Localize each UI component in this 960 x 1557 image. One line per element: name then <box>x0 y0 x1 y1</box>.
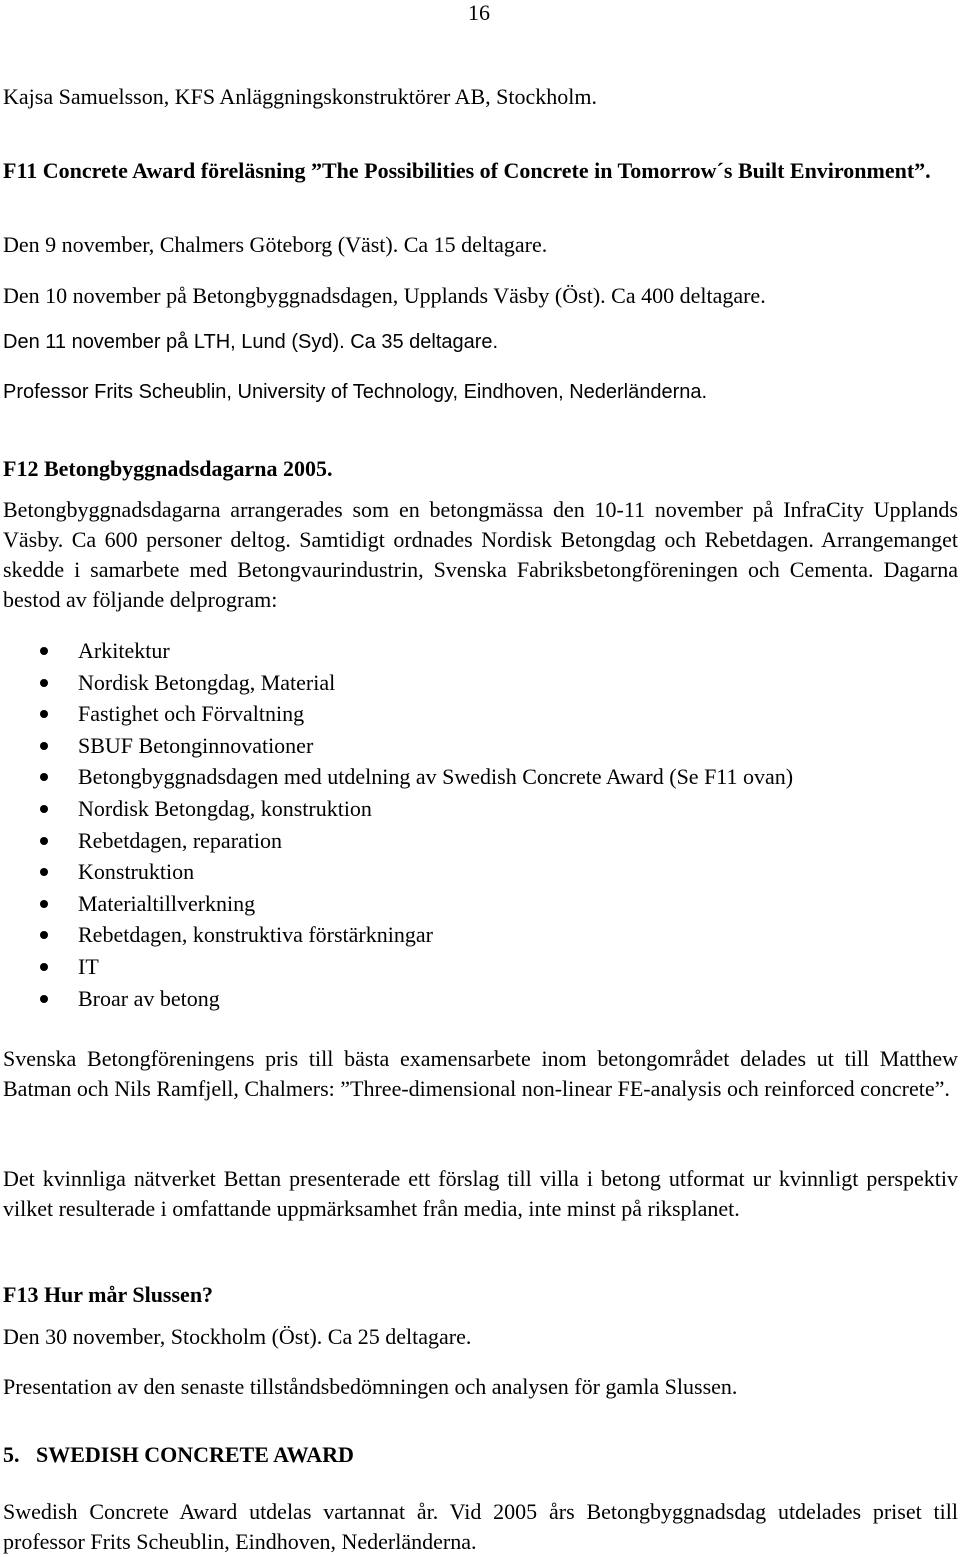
prize-paragraph: Svenska Betongföreningens pris till bästa examensarbete inom betongområdet delades ut till Matthew Batman och Nils Ramfjell, Chalmers: ”Three-dimensional non-linear FE-analysis och reinforced concrete”. <box>3 1046 958 1101</box>
page-number: 16 <box>468 0 490 25</box>
list-item: Broar av betong <box>0 984 793 1016</box>
bullet-icon <box>40 742 48 750</box>
f12-heading: F12 Betongbyggnadsdagarna 2005. <box>3 456 333 481</box>
list-item: Betongbyggnadsdagen med utdelning av Swedish Concrete Award (Se F11 ovan) <box>0 762 793 794</box>
list-item: Rebetdagen, reparation <box>0 826 793 858</box>
list-item: Nordisk Betongdag, Material <box>0 668 793 700</box>
list-item: Arkitektur <box>0 636 793 668</box>
delprogram-list <box>0 636 793 1015</box>
f11-line-3: Den 11 november på LTH, Lund (Syd). Ca 35 deltagare. <box>3 331 499 353</box>
list-item: Fastighet och Förvaltning <box>0 699 793 731</box>
f11-line-1: Den 9 november, Chalmers Göteborg (Väst). Ca 15 deltagare. <box>3 232 548 257</box>
list-item: Konstruktion <box>0 857 793 889</box>
bettan-paragraph: Det kvinnliga nätverket Bettan presenterade ett förslag till villa i betong utformat ur kvinnligt perspektiv vilket resulterade i omfattande uppmärksamhet från media, inte minst på riksplanet. <box>3 1166 958 1221</box>
bullet-icon <box>40 931 48 939</box>
f11-line-2: Den 10 november på Betongbyggnadsdagen, Upplands Väsby (Öst). Ca 400 deltagare. <box>3 283 766 308</box>
bullet-icon <box>40 868 48 876</box>
section-5-heading: 5. SWEDISH CONCRETE AWARD <box>3 1442 354 1467</box>
f12-paragraph: Betongbyggnadsdagarna arrangerades som en betongmässa den 10-11 november på InfraCity Upplands Väsby. Ca 600 personer deltog. Samtidigt ordnades Nordisk Betongdag och Rebetdagen. Arrangemanget skedde i samarbete med Betongvaurindustrin, Svenska Fabriksbetongföreningen och Cementa. Dagarna bestod av följande delprogram: <box>3 497 958 612</box>
author-line: Kajsa Samuelsson, KFS Anläggningskonstruktörer AB, Stockholm. <box>3 84 597 109</box>
bullet-icon <box>40 837 48 845</box>
bullet-icon <box>40 647 48 655</box>
bullet-icon <box>40 995 48 1003</box>
f13-line-1: Den 30 november, Stockholm (Öst). Ca 25 deltagare. <box>3 1324 472 1349</box>
f13-line-2: Presentation av den senaste tillståndsbedömningen och analysen för gamla Slussen. <box>3 1374 738 1399</box>
list-item: Nordisk Betongdag, konstruktion <box>0 794 793 826</box>
section-5-paragraph: Swedish Concrete Award utdelas vartannat år. Vid 2005 års Betongbyggnadsdag utdelades priset till professor Frits Scheublin, Eindhoven, Nederländerna. <box>3 1499 958 1554</box>
list-item: Materialtillverkning <box>0 889 793 921</box>
f11-heading: F11 Concrete Award föreläsning ”The Possibilities of Concrete in Tomorrow´s Built Environment”. <box>3 158 931 183</box>
list-item: Rebetdagen, konstruktiva förstärkningar <box>0 920 793 952</box>
f13-heading: F13 Hur mår Slussen? <box>3 1282 214 1307</box>
bullet-icon <box>40 900 48 908</box>
list-item: IT <box>0 952 793 984</box>
bullet-icon <box>40 679 48 687</box>
bullet-icon <box>40 963 48 971</box>
f11-line-4: Professor Frits Scheublin, University of Technology, Eindhoven, Nederländerna. <box>3 381 708 403</box>
bullet-icon <box>40 773 48 781</box>
bullet-icon <box>40 710 48 718</box>
bullet-icon <box>40 805 48 813</box>
list-item: SBUF Betonginnovationer <box>0 731 793 763</box>
